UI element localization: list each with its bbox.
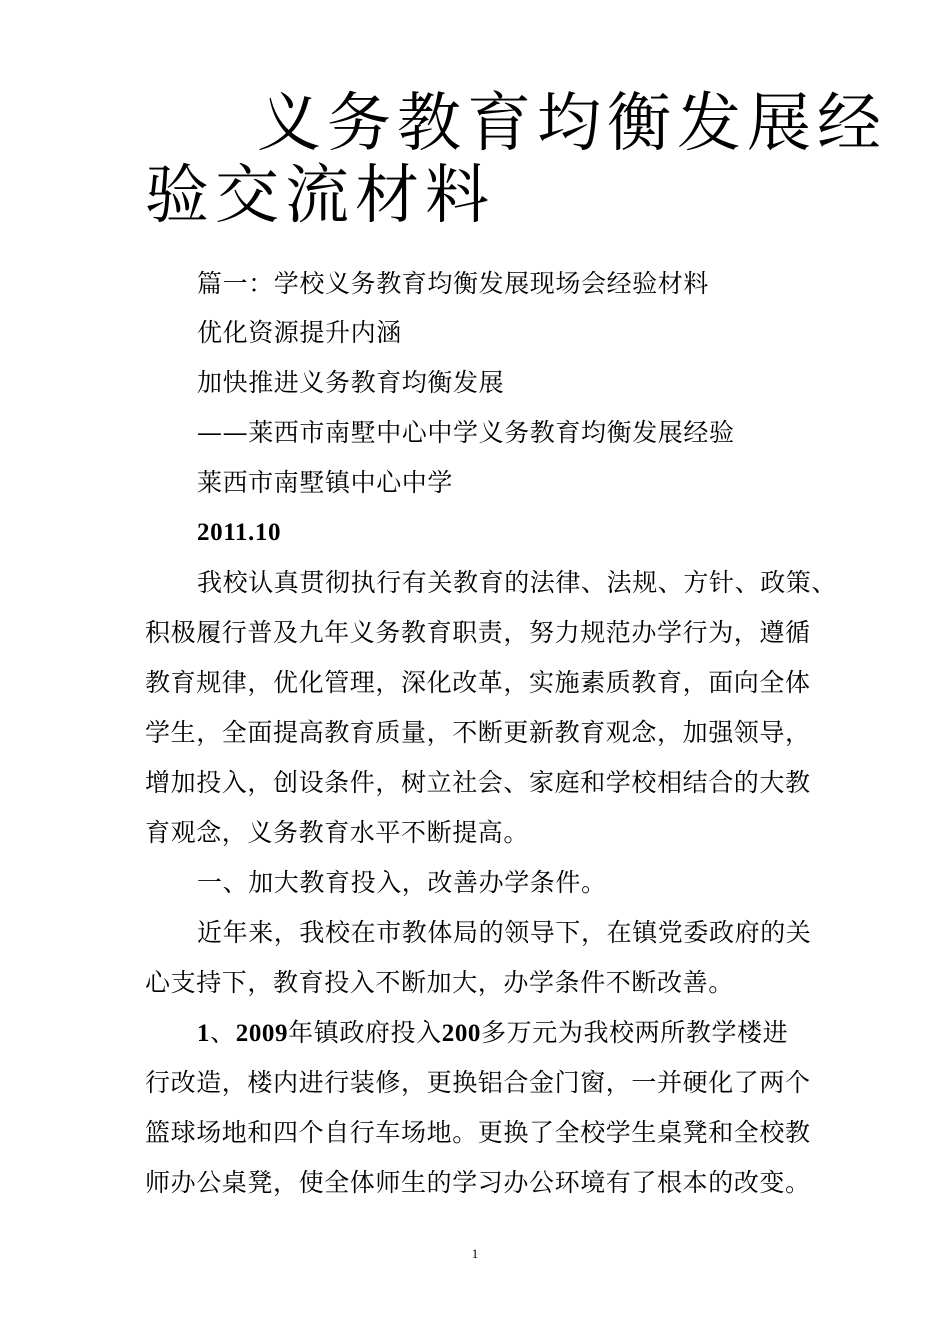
- paragraph-line: 心支持下，教育投入不断加大，办学条件不断改善。: [145, 968, 734, 997]
- section-heading: 一、加大教育投入，改善办学条件。: [197, 868, 607, 897]
- article-subtitle-2: 加快推进义务教育均衡发展: [197, 368, 505, 397]
- text-run: 多万元为我校两所教学楼进: [481, 1018, 789, 1047]
- paragraph-line: 行改造，楼内进行装修，更换铝合金门窗，一并硬化了两个: [145, 1068, 811, 1097]
- paragraph-line: 师办公桌凳，使全体师生的学习办公环境有了根本的改变。: [145, 1168, 811, 1197]
- text-run: 、: [210, 1018, 236, 1047]
- document-title-line-2: 验交流材料: [145, 159, 495, 233]
- document-title-line-1: 义务教育均衡发展经: [257, 87, 887, 161]
- article-subtitle-1: 优化资源提升内涵: [197, 318, 402, 347]
- paragraph-line: 近年来，我校在市教体局的领导下，在镇党委政府的关: [197, 918, 812, 947]
- article-subtitle-3: ——莱西市南墅中心中学义务教育均衡发展经验: [197, 418, 735, 447]
- amount-number: 200: [441, 1020, 482, 1047]
- paragraph-line: 学生，全面提高教育质量，不断更新教育观念，加强领导，: [145, 718, 811, 747]
- page-number: 1: [471, 1246, 479, 1261]
- author-line: 莱西市南墅镇中心中学: [197, 468, 454, 497]
- year-number: 2009: [235, 1020, 289, 1047]
- article-heading: 篇一：学校义务教育均衡发展现场会经验材料: [197, 269, 710, 298]
- date-line: 2011.10: [197, 519, 282, 546]
- paragraph-line: [145, 1008, 815, 1058]
- paragraph-line: 我校认真贯彻执行有关教育的法律、法规、方针、政策、: [197, 568, 838, 597]
- paragraph-line: 增加投入，创设条件，树立社会、家庭和学校相结合的大教: [145, 768, 811, 797]
- list-number: 1: [197, 1020, 211, 1047]
- text-run: 年镇政府投入: [288, 1018, 442, 1047]
- paragraph-line: 育观念，义务教育水平不断提高。: [145, 818, 530, 847]
- paragraph-line: 积极履行普及九年义务教育职责，努力规范办学行为，遵循: [145, 618, 811, 647]
- paragraph-line: 篮球场地和四个自行车场地。更换了全校学生桌凳和全校教: [145, 1118, 811, 1147]
- paragraph-line: 教育规律，优化管理，深化改革，实施素质教育，面向全体: [145, 668, 811, 697]
